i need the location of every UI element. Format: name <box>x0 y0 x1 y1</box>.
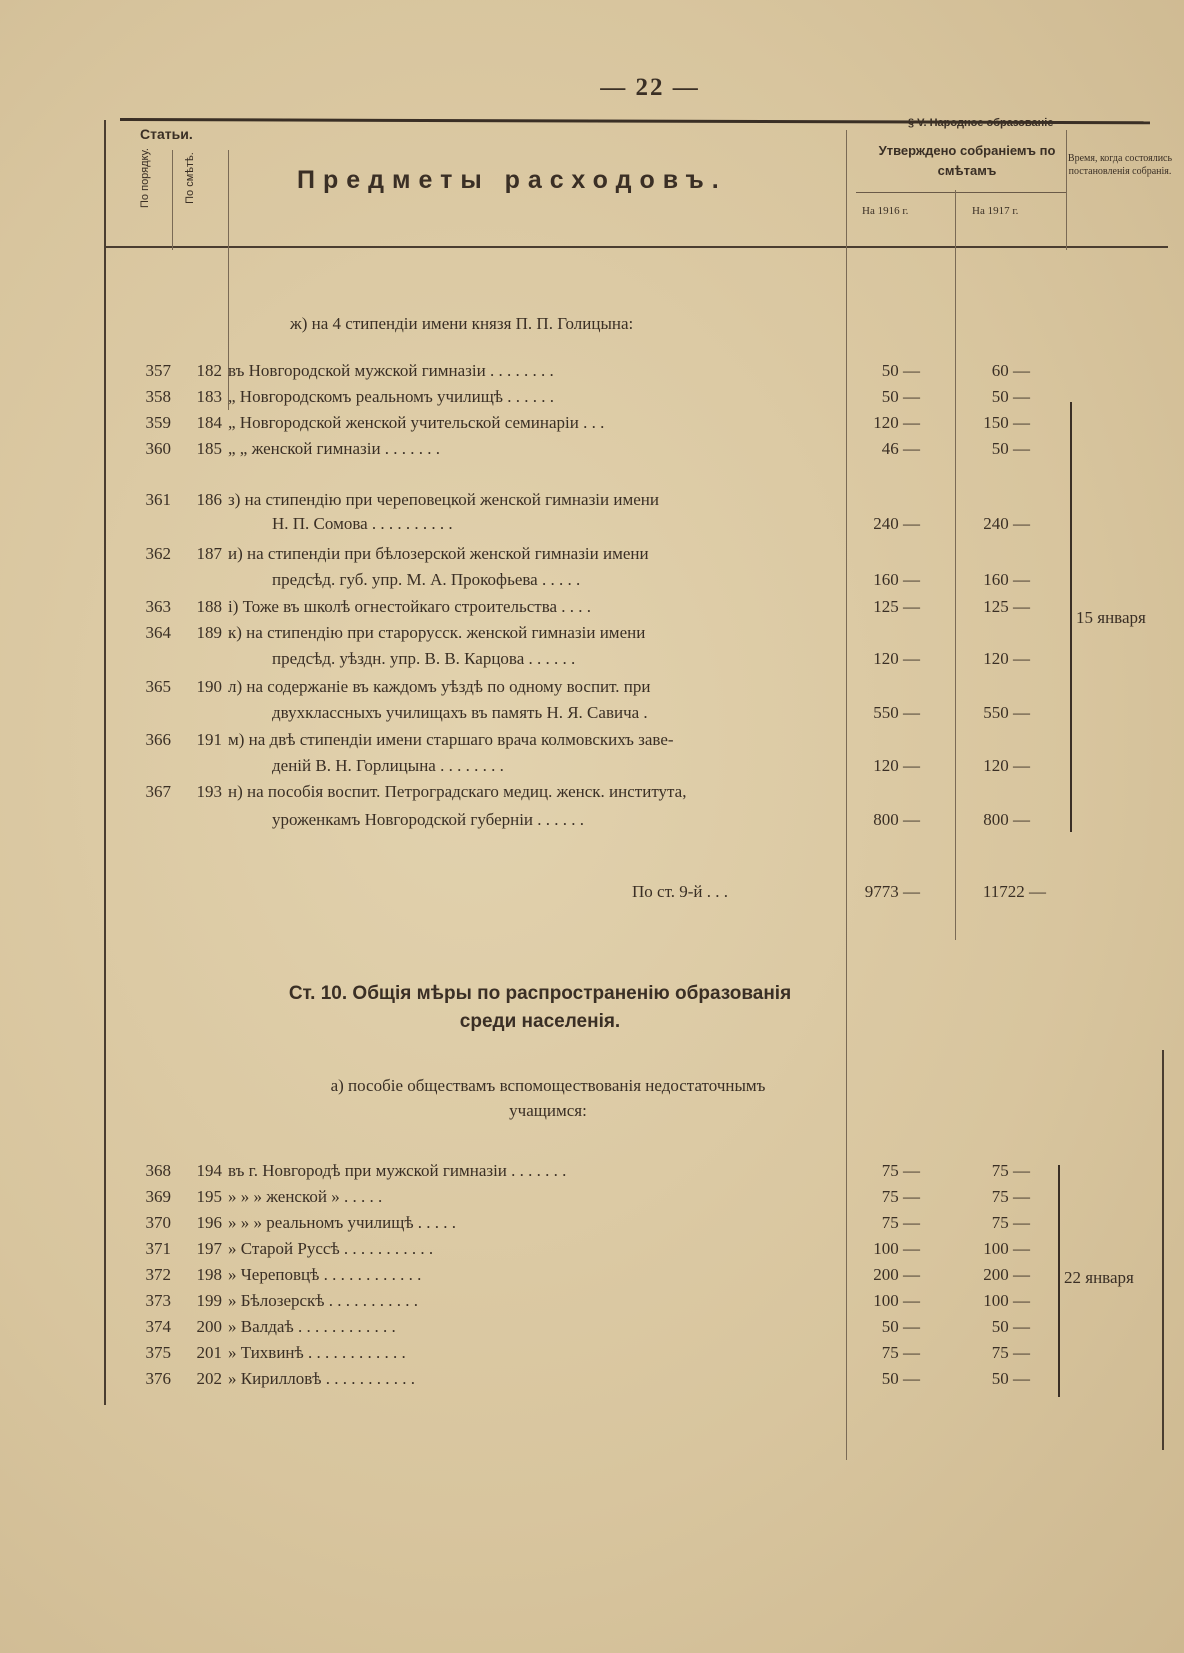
total-1916: 9773 — <box>864 882 920 901</box>
table-row: 365 190 л) на содержаніе въ каждомъ уѣздѣ по одному воспит. при <box>145 677 651 696</box>
table-row: 373 199 » Бѣлозерскѣ . . . . . . . . . . . 100 — 100 — <box>145 1291 1030 1310</box>
table-row: 366 191 м) на двѣ стипендіи имени старшаго врача колмовскихъ заве- <box>145 730 674 749</box>
table-row: 367 193 н) на пособія воспит. Петроградскаго медиц. женск. института, <box>145 782 687 801</box>
header-subjects: Предметы расходовъ. <box>297 166 727 194</box>
total-label: По ст. 9-й . . . <box>632 882 728 901</box>
table-row: 359 184 „ Новгородской женской учительской семинаріи . . . 120 — 150 — <box>145 413 1030 432</box>
header-year-1916: На 1916 г. <box>862 205 909 217</box>
table-row: 371 197 » Старой Руссѣ . . . . . . . . . . . 100 — 100 — <box>145 1239 1030 1258</box>
page-number: — 22 — <box>600 74 700 101</box>
document-page: — 22 — § V. Народное образованіе Статьи. По порядку. По смѣтѣ. Предметы расходовъ. Утверждено собраніемъ по смѣтамъ На 1916 г. На 1917 г. Время, когда состоялись постановленія собранія. ж) на 4 стипендіи имени князя П. П. Голицына: 357 182 въ Новгородской мужской гимназіи . . . . . . . . 50 — 60 — 358 183 „ Новгородскомъ реальномъ училищѣ . . . . . . 50 — 50 — 359 184 „ Новгородской женской учительской семинаріи . . . 120 — 150 — 360 185 „ „ женской гимназіи . . . . . . . 46 — 50 — 361 186 з) на стипендію при череповецкой женской гимназіи имени Н. П. Сомова . . . . . . . . . . 240 — 240 — 362 187 и) на стипендіи при бѣлозерской женской гимназіи имени предсѣд. губ. упр. М. А. Прокофьева . . . . . 160 — 160 — 363 188 і) Тоже въ школѣ огнестойкаго строительства . . . . 125 — 125 — 364 189 к) на стипендію при старорусск. женской гимназіи имени предсѣд. уѣздн. упр. В. В. Карцова . . . . . . 120 — 120 — 365 190 л) на содержаніе въ каждомъ уѣздѣ по одному воспит. при двухклассныхъ училищахъ въ память Н. Я. Савича . 550 — 550 — 366 191 м) на двѣ стипендіи имени старшаго врача колмовскихъ заве- деній В. Н. Горлицына . . . . . . . . 120 — 120 — 367 193 н) на пособія воспит. Петроградскаго медиц. женск. института, уроженкамъ Новгородской губерніи . . . . . . 800 — 800 — 15 января По ст. 9-й . . . 9773 — 11722 — Ст. 10. Общія мѣры по распространенію образованія среди населенія. а) пособіе обществамъ вспомоществованія недостаточнымъ учащимся: 368 194 въ г. Новгородѣ при мужской гимназіи . . . . . . . 75 — 75 — 369 195 » » » женской » . . . . . 75 — 75 — 370 196 » » » реальномъ училищѣ . . . . . 75 — 75 — 371 197 » Старой Руссѣ . . . . . . . . . . . 100 — 100 — 372 198 » Череповцѣ . . . . . . . . . . . . 200 — 200 — 373 199 » Бѣлозерскѣ . . . . . . . . . . . 100 — 100 — 374 200 » Валдаѣ . . . . . . . . . . . . 50 — 50 — 375 201 » Тихвинѣ . . . . . . . . . . . . 75 — 75 — 376 202 » Кирилловѣ . . . . . . . . . . . 50 — 50 — 22 января <box>0 0 1184 1653</box>
article-10-sub-1: а) пособіе обществамъ вспомоществованія недостаточнымъ <box>330 1076 766 1095</box>
table-row: 375 201 » Тихвинѣ . . . . . . . . . . . . 75 — 75 — <box>145 1343 1030 1362</box>
table-row: 357 182 въ Новгородской мужской гимназіи . . . . . . . . 50 — 60 — <box>145 361 1030 380</box>
table-row: 369 195 » » » женской » . . . . . 75 — 75 — <box>145 1187 1030 1206</box>
column-divider-5 <box>1066 130 1067 250</box>
table-row: 358 183 „ Новгородскомъ реальномъ училищѣ . . . . . . 50 — 50 — <box>145 387 1030 406</box>
table-row: 372 198 » Череповцѣ . . . . . . . . . . . . 200 — 200 — <box>145 1265 1030 1284</box>
header-po-smete: По смѣтѣ. <box>184 152 196 204</box>
table-row: 374 200 » Валдаѣ . . . . . . . . . . . . 50 — 50 — <box>145 1317 1030 1336</box>
total-1917: 11722 — <box>982 882 1046 901</box>
table-row: 363 188 і) Тоже въ школѣ огнестойкаго строительства . . . . 125 — 125 — <box>145 597 1030 616</box>
decision-date-2: 22 января <box>1064 1268 1134 1287</box>
table-row: 360 185 „ „ женской гимназіи . . . . . . . 46 — 50 — <box>145 439 1030 458</box>
decision-date-1: 15 января <box>1076 608 1146 627</box>
section-title: § V. Народное образованіе <box>908 117 1054 129</box>
article-10-title: Ст. 10. Общія мѣры по распространенію образованія среди населенія. <box>288 983 792 1032</box>
table-row: 362 187 и) на стипендіи при бѣлозерской женской гимназіи имени <box>145 544 649 563</box>
header-approved-rule <box>856 192 1066 193</box>
header-po-poryadku: По порядку. <box>139 148 151 208</box>
table-row: 376 202 » Кирилловѣ . . . . . . . . . . . 50 — 50 — <box>145 1369 1030 1388</box>
article-10-sub-2: учащимся: <box>509 1101 587 1120</box>
header-statyi: Статьи. <box>140 126 193 142</box>
table-row: 370 196 » » » реальномъ училищѣ . . . . . 75 — 75 — <box>145 1213 1030 1232</box>
header-bottom-rule <box>104 246 1168 248</box>
column-divider-1 <box>172 150 173 250</box>
header-approved: Утверждено собраніемъ по смѣтамъ <box>878 143 1056 178</box>
table-row: 361 186 з) на стипендію при череповецкой женской гимназіи имени <box>145 490 659 509</box>
table-row: 368 194 въ г. Новгородѣ при мужской гимназіи . . . . . . . 75 — 75 — <box>145 1161 1030 1180</box>
header-year-1917: На 1917 г. <box>972 205 1019 217</box>
date-bracket <box>1070 402 1072 832</box>
group-title-golitsyn: ж) на 4 стипендіи имени князя П. П. Голицына: <box>290 314 634 333</box>
header-time-column: Время, когда состоялись постановленія собранія. <box>1067 153 1173 177</box>
date-bracket-2 <box>1058 1165 1060 1397</box>
table-row: 364 189 к) на стипендію при старорусск. женской гимназіи имени <box>145 623 646 642</box>
